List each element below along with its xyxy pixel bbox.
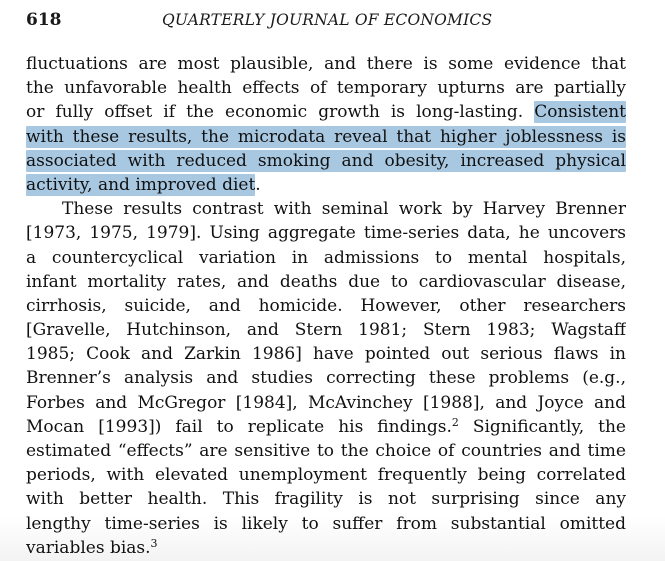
text-segment: variables bias. (26, 537, 151, 558)
text-line: estimated “effects” are sensitive to the choice of countries and time (26, 441, 626, 461)
text-line (26, 173, 626, 197)
highlighted-text[interactable]: Consistent (534, 102, 626, 123)
text-line: Forbes and McGregor [1984], McAvinchey [1988], and Joyce and (26, 392, 626, 413)
running-head: QUARTERLY JOURNAL OF ECONOMICS (162, 11, 493, 29)
highlighted-text[interactable]: with these results, the microdata reveal that higher joblessness is (26, 126, 626, 147)
text-line: periods, with elevated unemployment frequently being correlated (26, 465, 626, 486)
text-line: 1985; Cook and Zarkin 1986] have pointed out serious flaws in (26, 344, 626, 365)
text-line: infant mortality rates, and deaths due to cardiovascular disease, (26, 271, 626, 292)
highlighted-text[interactable]: activity, and improved diet (26, 174, 256, 195)
article-body (26, 52, 626, 560)
text-segment: Significantly, the (458, 416, 626, 437)
footnote-marker[interactable]: 3 (150, 536, 158, 550)
text-line: fluctuations are most plausible, and there is some evidence that (26, 54, 626, 74)
text-line: [1973, 1975, 1979]. Using aggregate time-series data, he uncovers (26, 223, 626, 244)
text-segment: or fully offset if the economic growth is long-lasting. (26, 102, 524, 123)
text-line (26, 125, 626, 149)
text-segment: Mocan [1993]) fail to replicate his findings. (26, 416, 452, 437)
text-line (26, 149, 626, 173)
text-line: with better health. This fragility is not surprising since any (26, 489, 626, 510)
page-header (26, 10, 626, 32)
text-line: These results contrast with seminal work by Harvey Brenner (62, 199, 626, 220)
text-segment: . (255, 174, 261, 195)
text-line: cirrhosis, suicide, and homicide. However, other researchers (26, 295, 626, 316)
text-line: Brenner’s analysis and studies correcting these problems (e.g., (26, 368, 626, 389)
text-line: [Gravelle, Hutchinson, and Stern 1981; Stern 1983; Wagstaff (26, 320, 626, 341)
text-line (26, 100, 626, 124)
page-number: 618 (26, 10, 62, 30)
text-line: the unfavorable health effects of temporary upturns are partially (26, 78, 626, 99)
text-line (26, 536, 626, 560)
highlighted-text[interactable]: associated with reduced smoking and obesity, increased physical (26, 150, 626, 171)
text-line (26, 415, 626, 439)
footnote-marker[interactable]: 2 (451, 415, 459, 429)
text-line: a countercyclical variation in admissions to mental hospitals, (26, 247, 626, 268)
text-line: lengthy time-series is likely to suffer from substantial omitted (26, 513, 626, 534)
